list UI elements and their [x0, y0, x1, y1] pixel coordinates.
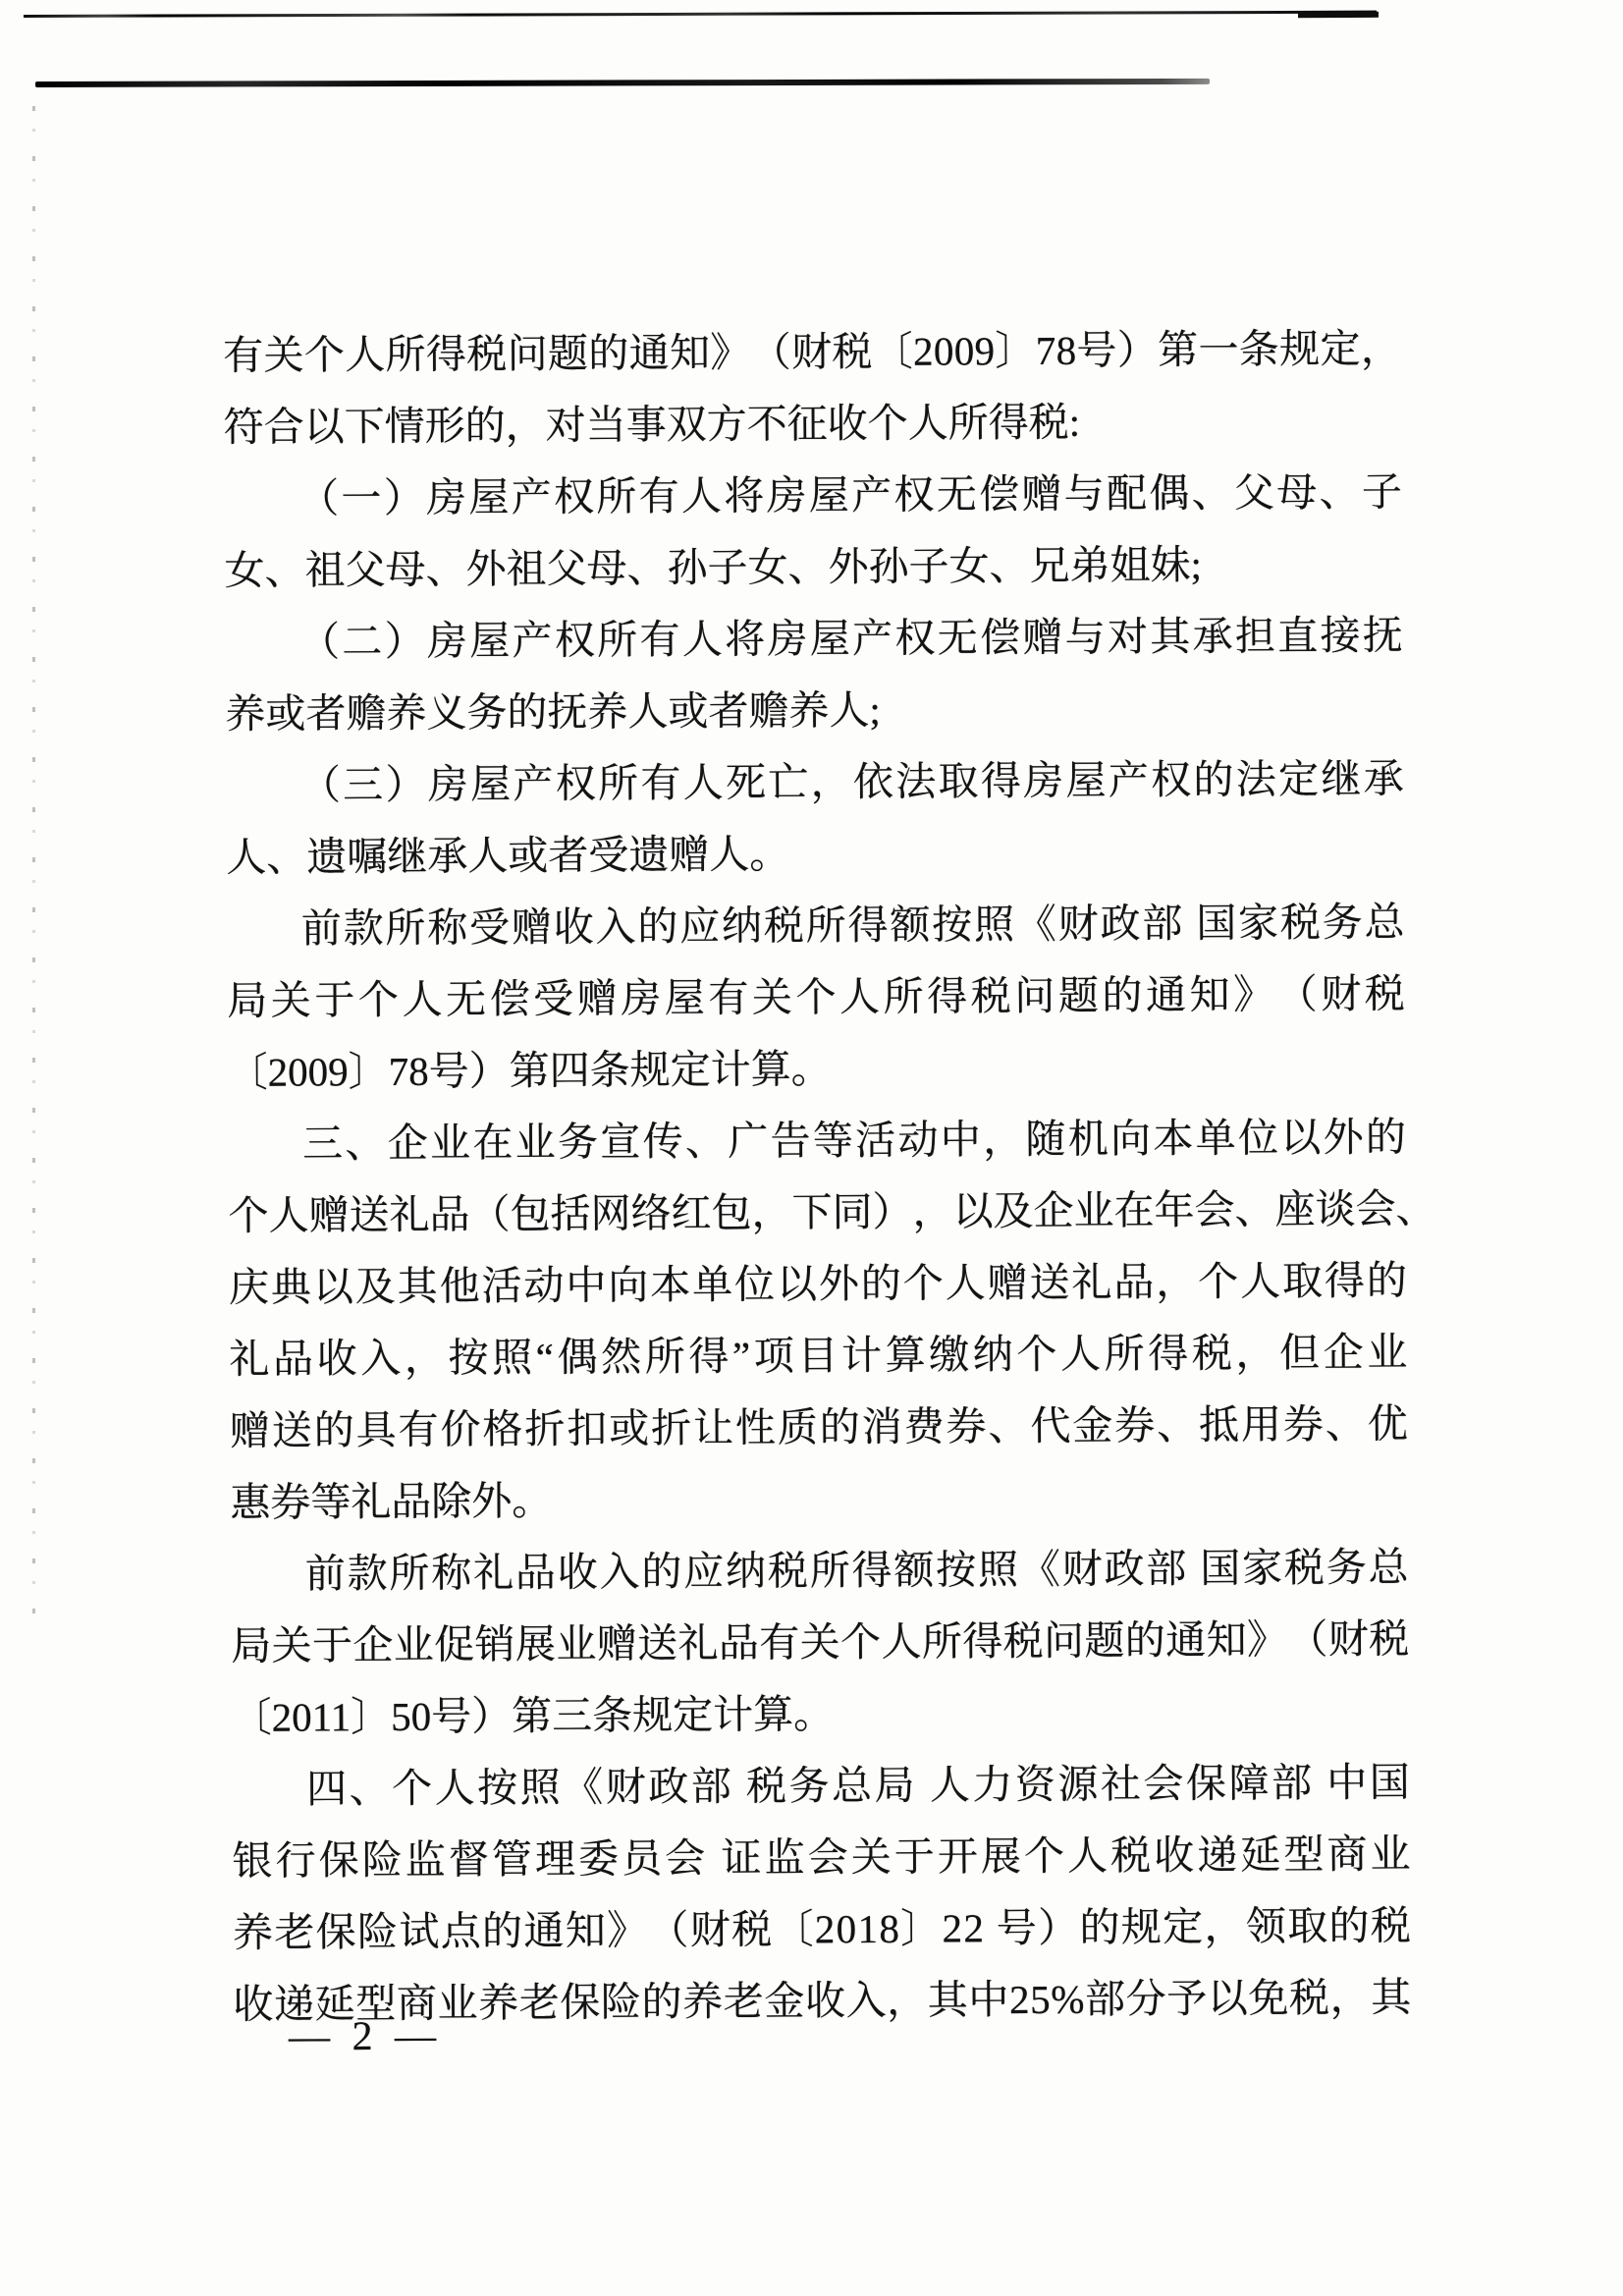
text-line: 局 关 于 个 人 无 偿 受 赠 房 屋 有 关 个 人 所 得 税 问 题 的 通 知 》 （ 财 税	[227, 970, 1405, 1023]
text-line: 〔2009〕78号）第四条规定计算。	[227, 1046, 832, 1095]
text-line: 赠 送 的 具 有 价 格 折 扣 或 折 让 性 质 的 消 费 券 、 代 金 券 、 抵 用 券 、 优	[229, 1400, 1408, 1453]
document-body	[223, 313, 1436, 2041]
text-line: 收 递 延 型 商 业 养 老 保 险 的 养 老 金 收 入 ， 其 中 2 5 % 部 分 予 以 免 税 ， 其	[233, 1974, 1412, 2027]
text-line: 银 行 保 险 监 督 管 理 委 员 会 证 监 会 关 于 开 展 个 人 税 收 递 延 型 商 业	[232, 1831, 1411, 1884]
text-line: 养或者赡养义务的抚养人或者赡养人;	[225, 686, 881, 737]
text-line: 惠券等礼品除外。	[230, 1477, 553, 1525]
text-line: （ 二 ） 房 屋 产 权 所 有 人 将 房 屋 产 权 无 偿 赠 与 对 其 承 担 直 接 抚	[298, 612, 1403, 665]
text-line: 个 人 赠 送 礼 品 （ 包 括 网 络 红 包 ， 下 同 ） ， 以 及 企 业 在 年 会 、 座 谈 会 、	[228, 1185, 1436, 1238]
page-number: — 2 —	[288, 2013, 443, 2060]
text-line: 有 关 个 人 所 得 税 问 题 的 通 知 》 （ 财 税 〔 2 0 0 9 〕 7 8 号 ） 第 一 条 规 定 ，	[223, 325, 1401, 378]
text-line: 局 关 于 企 业 促 销 展 业 赠 送 礼 品 有 关 个 人 所 得 税 问 题 的 通 知 》 （ 财 税	[231, 1615, 1410, 1668]
text-line: 〔2011〕50号）第三条规定计算。	[231, 1691, 835, 1740]
text-line: 三 、 企 业 在 业 务 宣 传 、 广 告 等 活 动 中 ， 随 机 向 本 单 位 以 外 的	[301, 1114, 1407, 1167]
scan-artifact-line-second	[35, 79, 1210, 87]
text-line: 符合以下情形的，对当事双方不征收个人所得税:	[223, 399, 1081, 450]
text-line: 前 款 所 称 礼 品 收 入 的 应 纳 税 所 得 额 按 照 《 财 政 部 国 家 税 务 总	[304, 1544, 1409, 1597]
text-line: （ 一 ） 房 屋 产 权 所 有 人 将 房 屋 产 权 无 偿 赠 与 配 偶 、 父 母 、 子	[298, 468, 1403, 521]
text-line: 前 款 所 称 受 赠 收 入 的 应 纳 税 所 得 额 按 照 《 财 政 部 国 家 税 务 总	[300, 899, 1405, 952]
text-line: 养 老 保 险 试 点 的 通 知 》 （ 财 税 〔 2 0 1 8 〕 2 2 号 ） 的 规 定 ， 领 取 的 税	[232, 1902, 1412, 1955]
scan-artifact-line-top-thick-segment	[1298, 12, 1379, 18]
text-line: 庆 典 以 及 其 他 活 动 中 向 本 单 位 以 外 的 个 人 赠 送 礼 品 ， 个 人 取 得 的	[228, 1257, 1408, 1310]
scan-artifact-line-top	[24, 11, 1377, 18]
binding-dotted-line	[32, 106, 35, 1613]
text-line: （ 三 ） 房 屋 产 权 所 有 人 死 亡 ， 依 法 取 得 房 屋 产 权 的 法 定 继 承	[299, 755, 1404, 808]
text-line: 礼 品 收 入 ， 按 照 “ 偶 然 所 得 ” 项 目 计 算 缴 纳 个 人 所 得 税 ， 但 企 业	[229, 1329, 1408, 1382]
text-line: 人、遗嘱继承人或者受遗赠人。	[226, 831, 790, 880]
text-line: 四 、 个 人 按 照 《 财 政 部 税 务 总 局 人 力 资 源 社 会 保 障 部 中 国	[305, 1759, 1410, 1812]
text-line: 女、祖父母、外祖父母、孙子女、外孙子女、兄弟姐妹;	[224, 541, 1203, 593]
